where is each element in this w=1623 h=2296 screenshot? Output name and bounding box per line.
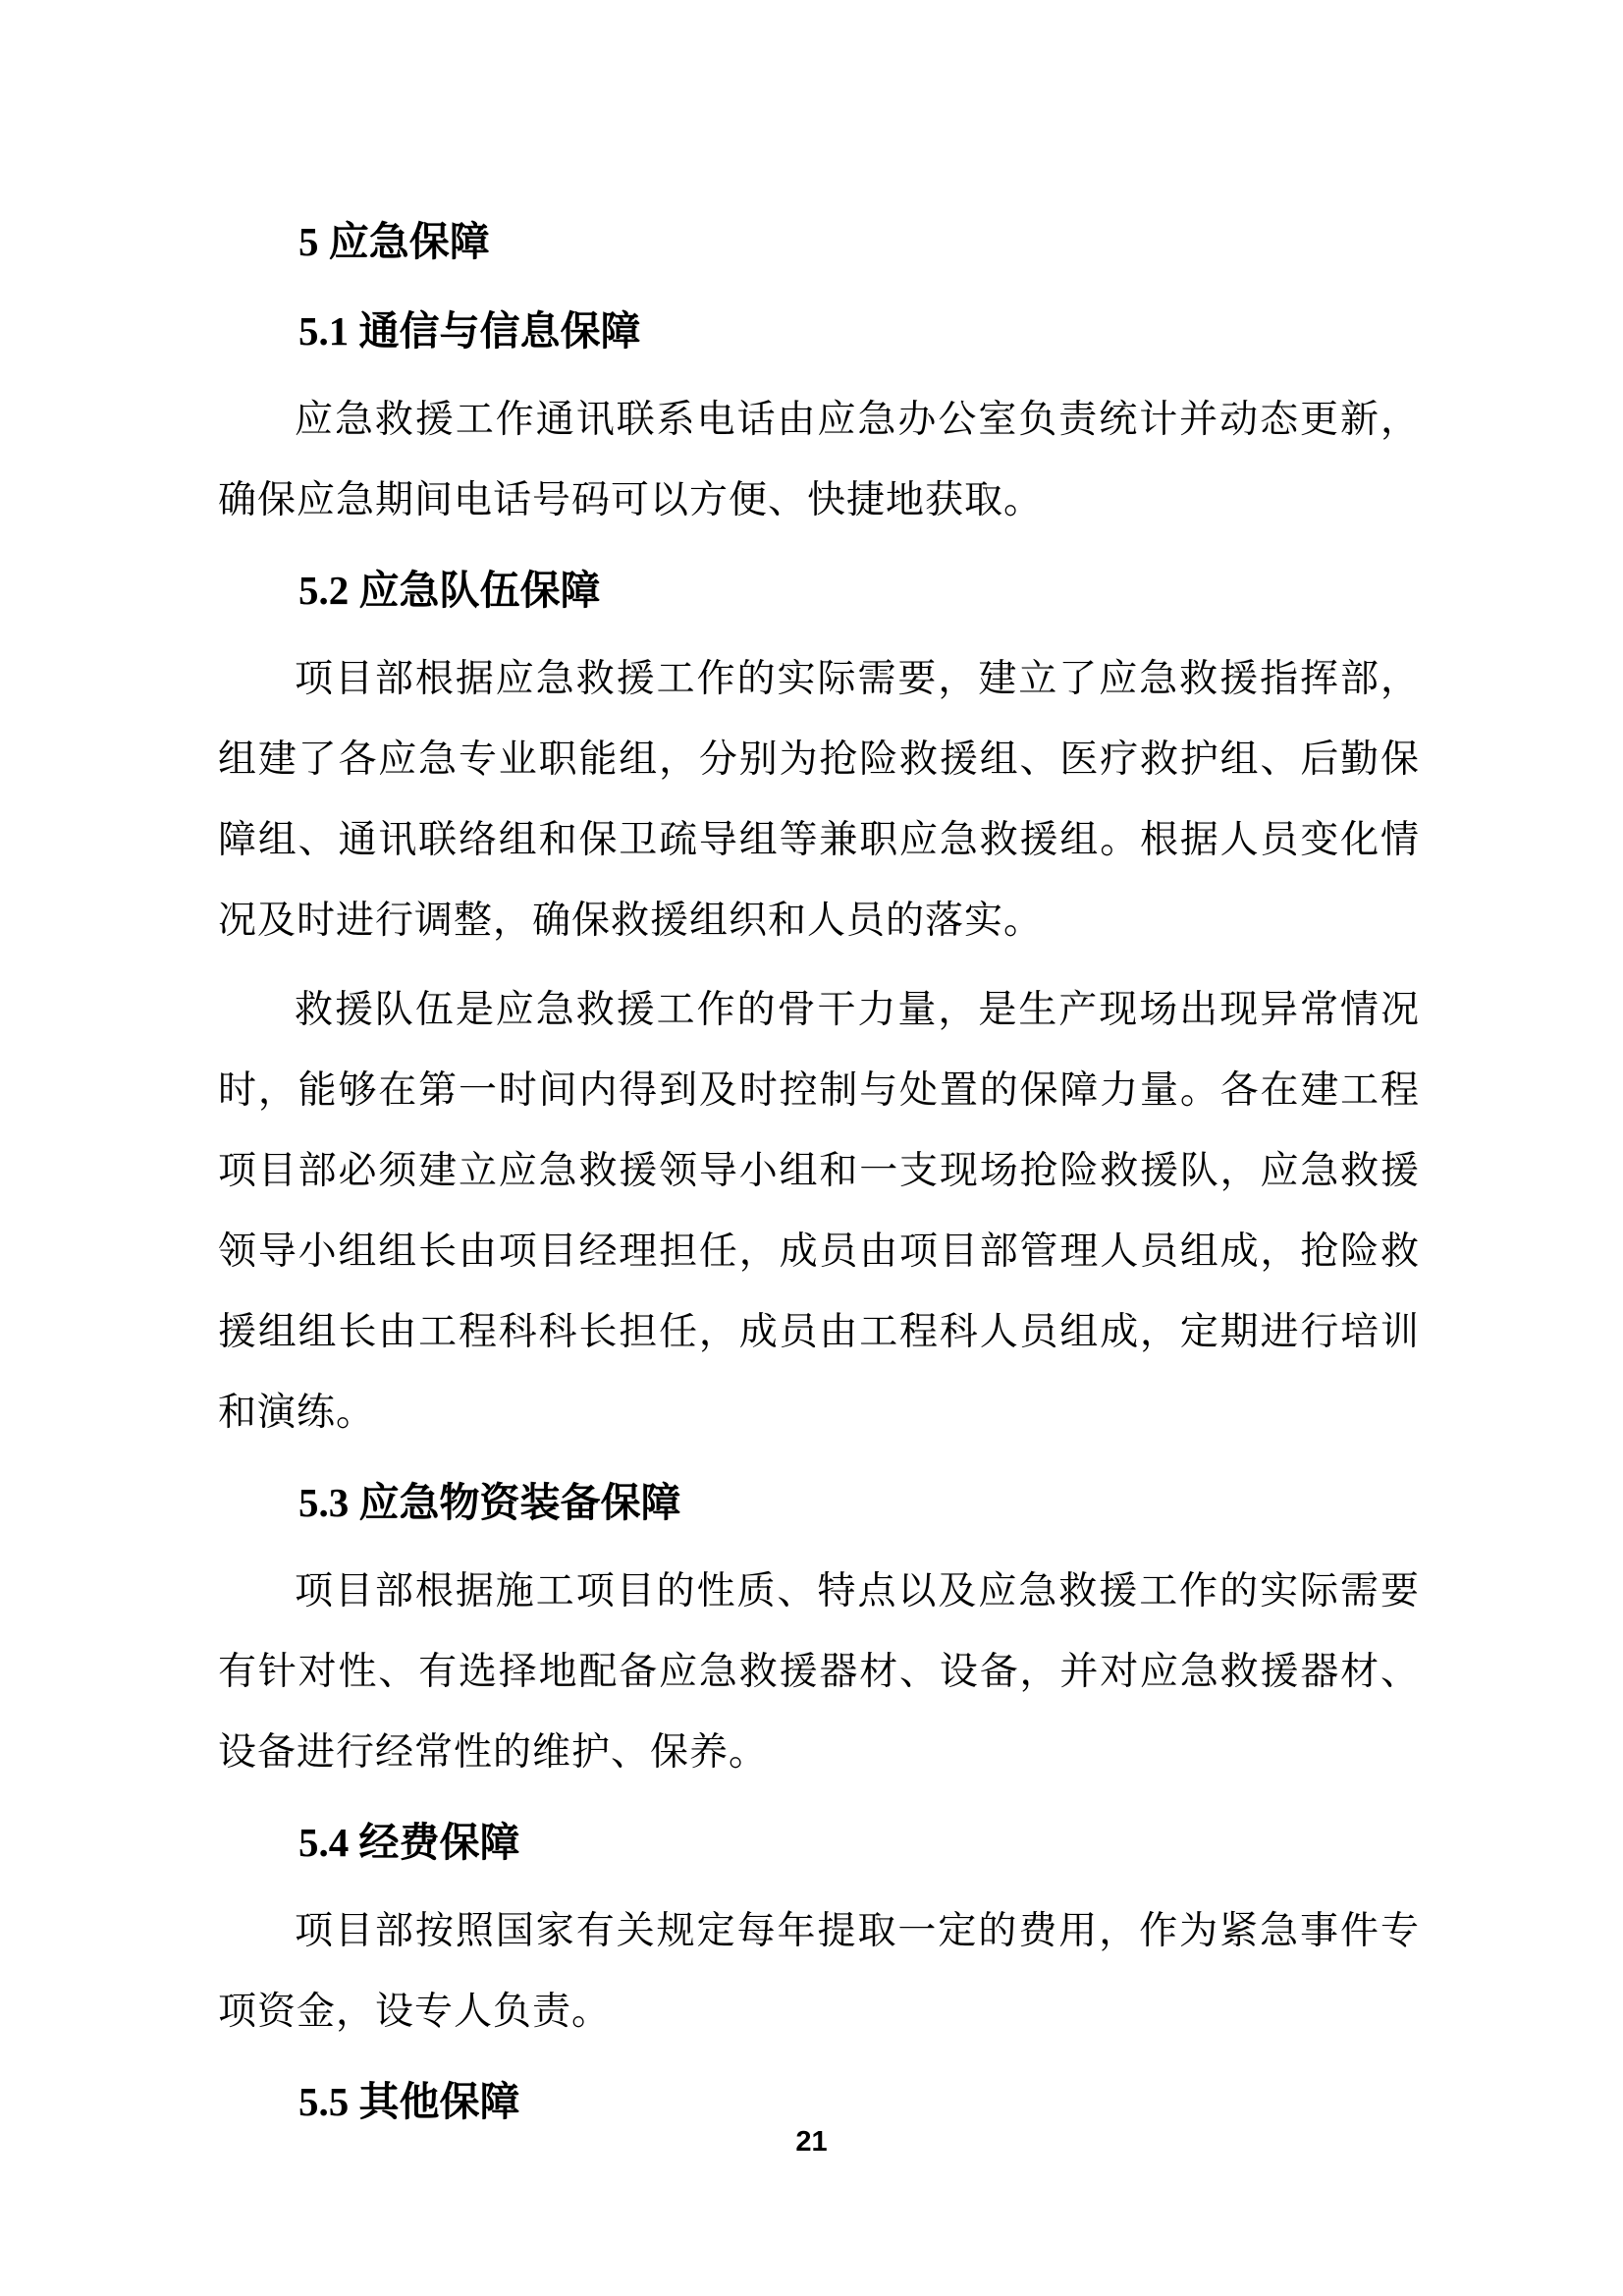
paragraph-5-1-body: 应急救援工作通讯联系电话由应急办公室负责统计并动态更新，确保应急期间电话号码可以方便、快捷地获取。 bbox=[218, 399, 1420, 521]
document-content bbox=[218, 201, 1420, 2142]
paragraph-5-2-body-1: 项目部根据应急救援工作的实际需要，建立了应急救援指挥部，组建了各应急专业职能组，分别为抢险救援组、医疗救护组、后勤保障组、通讯联络组和保卫疏导组等兼职应急救援组。根据人员变化情况及时进行调整，确保救援组织和人员的落实。 bbox=[218, 658, 1420, 942]
page-footer bbox=[0, 2126, 1623, 2159]
heading-5-emergency-support: 5 应急保障 bbox=[298, 219, 490, 264]
paragraph-5-2-body-2: 救援队伍是应急救援工作的骨干力量，是生产现场出现异常情况时，能够在第一时间内得到及时控制与处置的保障力量。各在建工程项目部必须建立应急救援领导小组和一支现场抢险救援队，应急救援领导小组组长由项目经理担任，成员由项目部管理人员组成，抢险救援组组长由工程科科长担任，成员由工程科人员组成，定期进行培训和演练。 bbox=[218, 989, 1420, 1434]
heading-5-4-funding-support: 5.4 经费保障 bbox=[298, 1820, 520, 1865]
heading-5-2-emergency-team-support: 5.2 应急队伍保障 bbox=[298, 568, 601, 613]
paragraph-5-3-body: 项目部根据施工项目的性质、特点以及应急救援工作的实际需要有针对性、有选择地配备应急救援器材、设备，并对应急救援器材、设备进行经常性的维护、保养。 bbox=[218, 1570, 1420, 1774]
paragraph-5-4-body: 项目部按照国家有关规定每年提取一定的费用，作为紧急事件专项资金，设专人负责。 bbox=[218, 1910, 1420, 2033]
page-number: 21 bbox=[795, 2126, 828, 2158]
heading-5-5-other-support: 5.5 其他保障 bbox=[298, 2079, 520, 2124]
heading-5-1-communication-info-support: 5.1 通信与信息保障 bbox=[298, 308, 641, 354]
heading-5-3-materials-equipment-support: 5.3 应急物资装备保障 bbox=[298, 1480, 681, 1525]
